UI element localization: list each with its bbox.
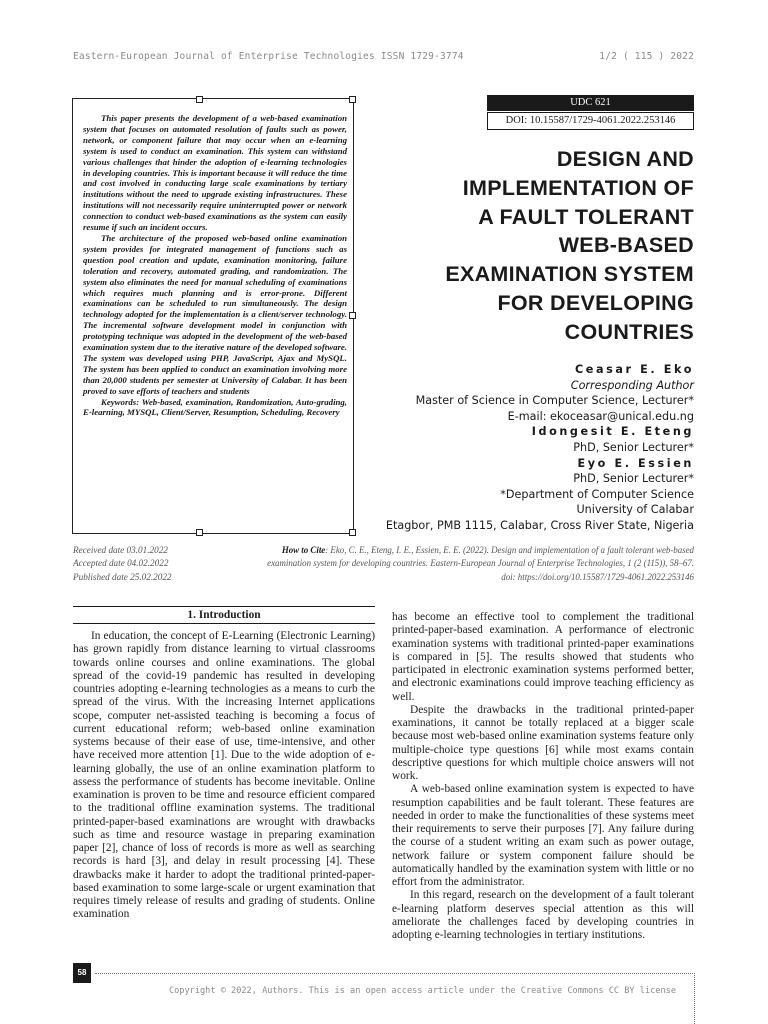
body-paragraph: Despite the drawbacks in the traditional printed-paper examinations, it cannot be totally replaced at a bigger scale because most web-based online examination systems feature only multiple-choice type questions [6] while most exams contain descriptive questions for which multiple choice answers will not work. [392,703,694,782]
box-corner-marker [196,96,203,103]
published-date: Published date 25.02.2022 [73,571,172,582]
citation-doi: doi: https://doi.org/10.15587/1729-4061.2022.253146 [501,571,694,582]
box-corner-marker [196,529,203,536]
section-heading: 1. Introduction [73,606,375,624]
author-degree: Master of Science in Computer Science, Lecturer* [415,394,694,408]
citation-line: examination system for developing countries. Eastern-European Journal of Enterprise Technologies, 1 (2 (115)), 58–67. [267,558,694,569]
body-paragraph: has become an effective tool to complement the traditional printed-paper-based examination. A performance of electronic examination systems with traditional printed-paper examinations is compared in [5]. The results showed that students who participated in electronic examination systems performed better, and electronic examinations could improve teaching efficiency as well. [392,611,694,703]
journal-header: Eastern-European Journal of Enterprise Technologies ISSN 1729-3774 [73,51,464,62]
keywords-label: Keywords: [101,396,140,407]
article-dates [73,544,172,584]
author-name: Eyo E. Essien [577,456,694,470]
how-to-cite-label: How to Cite [281,545,326,555]
author-role: Corresponding Author [570,378,694,392]
citation-line: : Eko, C. E., Eteng, I. E., Essien, E. E. (2022). Design and implementation of a fault tolerant web-based [325,545,694,555]
author-degree: PhD, Senior Lecturer* [573,472,694,486]
authors-block [314,362,694,534]
received-date: Received date 03.01.2022 [73,545,168,555]
title-line: DESIGN AND [556,147,694,171]
affiliation-line: University of Calabar [576,503,694,517]
title-line: A FAULT TOLERANT [478,204,694,229]
box-corner-marker [349,312,356,319]
title-line: EXAMINATION SYSTEM [445,262,694,287]
body-column-left [73,606,375,922]
udc-label: UDC 621 [487,95,694,111]
article-title [374,145,694,347]
abstract-box [72,98,354,534]
footer-divider-vertical [694,973,695,1024]
footer-divider [95,973,695,974]
copyright-notice: Copyright © 2022, Authors. This is an open access article under the Creative Commons CC BY license [168,986,676,996]
title-line: IMPLEMENTATION OF [462,175,694,200]
body-paragraph: In education, the concept of E-Learning (Electronic Learning) has grown rapidly from distance learning to virtual classrooms towards online courses and online examinations. The global spread of the covid-19 pandemic has resulted in developing countries adopting e-learning technologies as a means to curb the spread of the virus. With the increasing Internet applications scope, computer net-assisted teaching is becoming a focus of current educational reform; web-based online examination systems because of their ease of use, time-intensive, and other have received more attention [1]. Due to the wide adoption of e-learning globally, the use of an online examination platform to assess the performance of students has become inevitable. Online examination is proven to be time and resource efficient compared to the traditional offline examination systems. The traditional printed-paper-based examinations are wrought with drawbacks such as time and resource wastage in preparing examination paper [2], chance of loss of records is more as well as searching records is hard [3], and delay in result processing [4]. These drawbacks make it harder to adopt the traditional printed-paper-based examination to some large-scale or urgent examination that requires timely release of results and grading of students. Online examination [73,630,375,921]
author-name: Idongesit E. Eteng [531,425,694,439]
author-name: Ceasar E. Eko [574,363,694,376]
affiliation-line: *Department of Computer Science [500,487,694,501]
title-line: COUNTRIES [564,319,694,344]
doi-label: DOI: 10.15587/1729-4061.2022.253146 [487,112,694,130]
abstract-text [83,113,347,418]
title-line: WEB-BASED [558,233,694,258]
body-paragraph: In this regard, research on the development of a fault tolerant e-learning platform deserves special attention as this will ameliorate the challenges faced by developing countries in adopting e-learning technologies in tertiary institutions. [392,889,694,941]
author-degree: PhD, Senior Lecturer* [573,440,694,454]
issue-header: 1/2 ( 115 ) 2022 [599,51,694,62]
keywords-list: Web-based, examination, Randomization, Auto-grading, E-learning, MYSQL, Client/Server, Resumption, Scheduling, Recovery [83,396,347,418]
abstract-paragraph: The architecture of the proposed web-based online examination system provides for integrated management of functions such as question pool creation and update, examination monitoring, failure toleration and recovery, automated grading, and randomization. The system also eliminates the need for manual scheduling of examinations which requires much planning and is error-prone. Different examinations can be scheduled to run simultaneously. The design technology adopted for the implementation is a client/server technology. The incremental software development model in conjunction with prototyping technique was adopted in the development of the web-based examination system due to the iterative nature of the developed software. The system was developed using PHP, JavaScript, Ajax and MySQL. The system has been applied to conduct an examination involving more than 20,000 students per semester at University of Calabar. It has been proved to save efforts of teachers and students [83,232,347,396]
box-corner-marker [349,96,356,103]
affiliation-line: Etagbor, PMB 1115, Calabar, Cross River State, Nigeria [385,518,694,532]
title-line: FOR DEVELOPING [497,290,694,315]
accepted-date: Accepted date 04.02.2022 [73,558,169,569]
how-to-cite [234,544,694,584]
page-number: 58 [73,963,91,983]
body-column-right [392,611,694,942]
keywords [83,397,347,419]
author-email: E-mail: ekoceasar@unical.edu.ng [507,409,694,423]
body-paragraph: A web-based online examination system is expected to have resumption capabilities and be fault tolerant. These features are needed in order to make the functionalities of these systems meet their requirements to serve their purposes [7]. Any failure during the course of a student writing an exam such as power outage, network failure or system component failure should be automatically handled by the examination system with little or no effort from the administrator. [392,783,694,888]
abstract-paragraph: This paper presents the development of a web-based examination system that focuses on automated resolution of faults such as power, network, or component failure that may occur when an e-learning system is used to conduct an examination. This system can withstand various challenges that hinder the adoption of e-learning technologies in developing countries. This is important because it will reduce the time and cost involved in conducting large scale examinations by tertiary institutions without the need to upgrade existing infrastructures. These institutions will not necessarily require uninterrupted power or network connection to conduct web-based examinations as the system can easily resume if such an incident occurs. [83,113,347,233]
